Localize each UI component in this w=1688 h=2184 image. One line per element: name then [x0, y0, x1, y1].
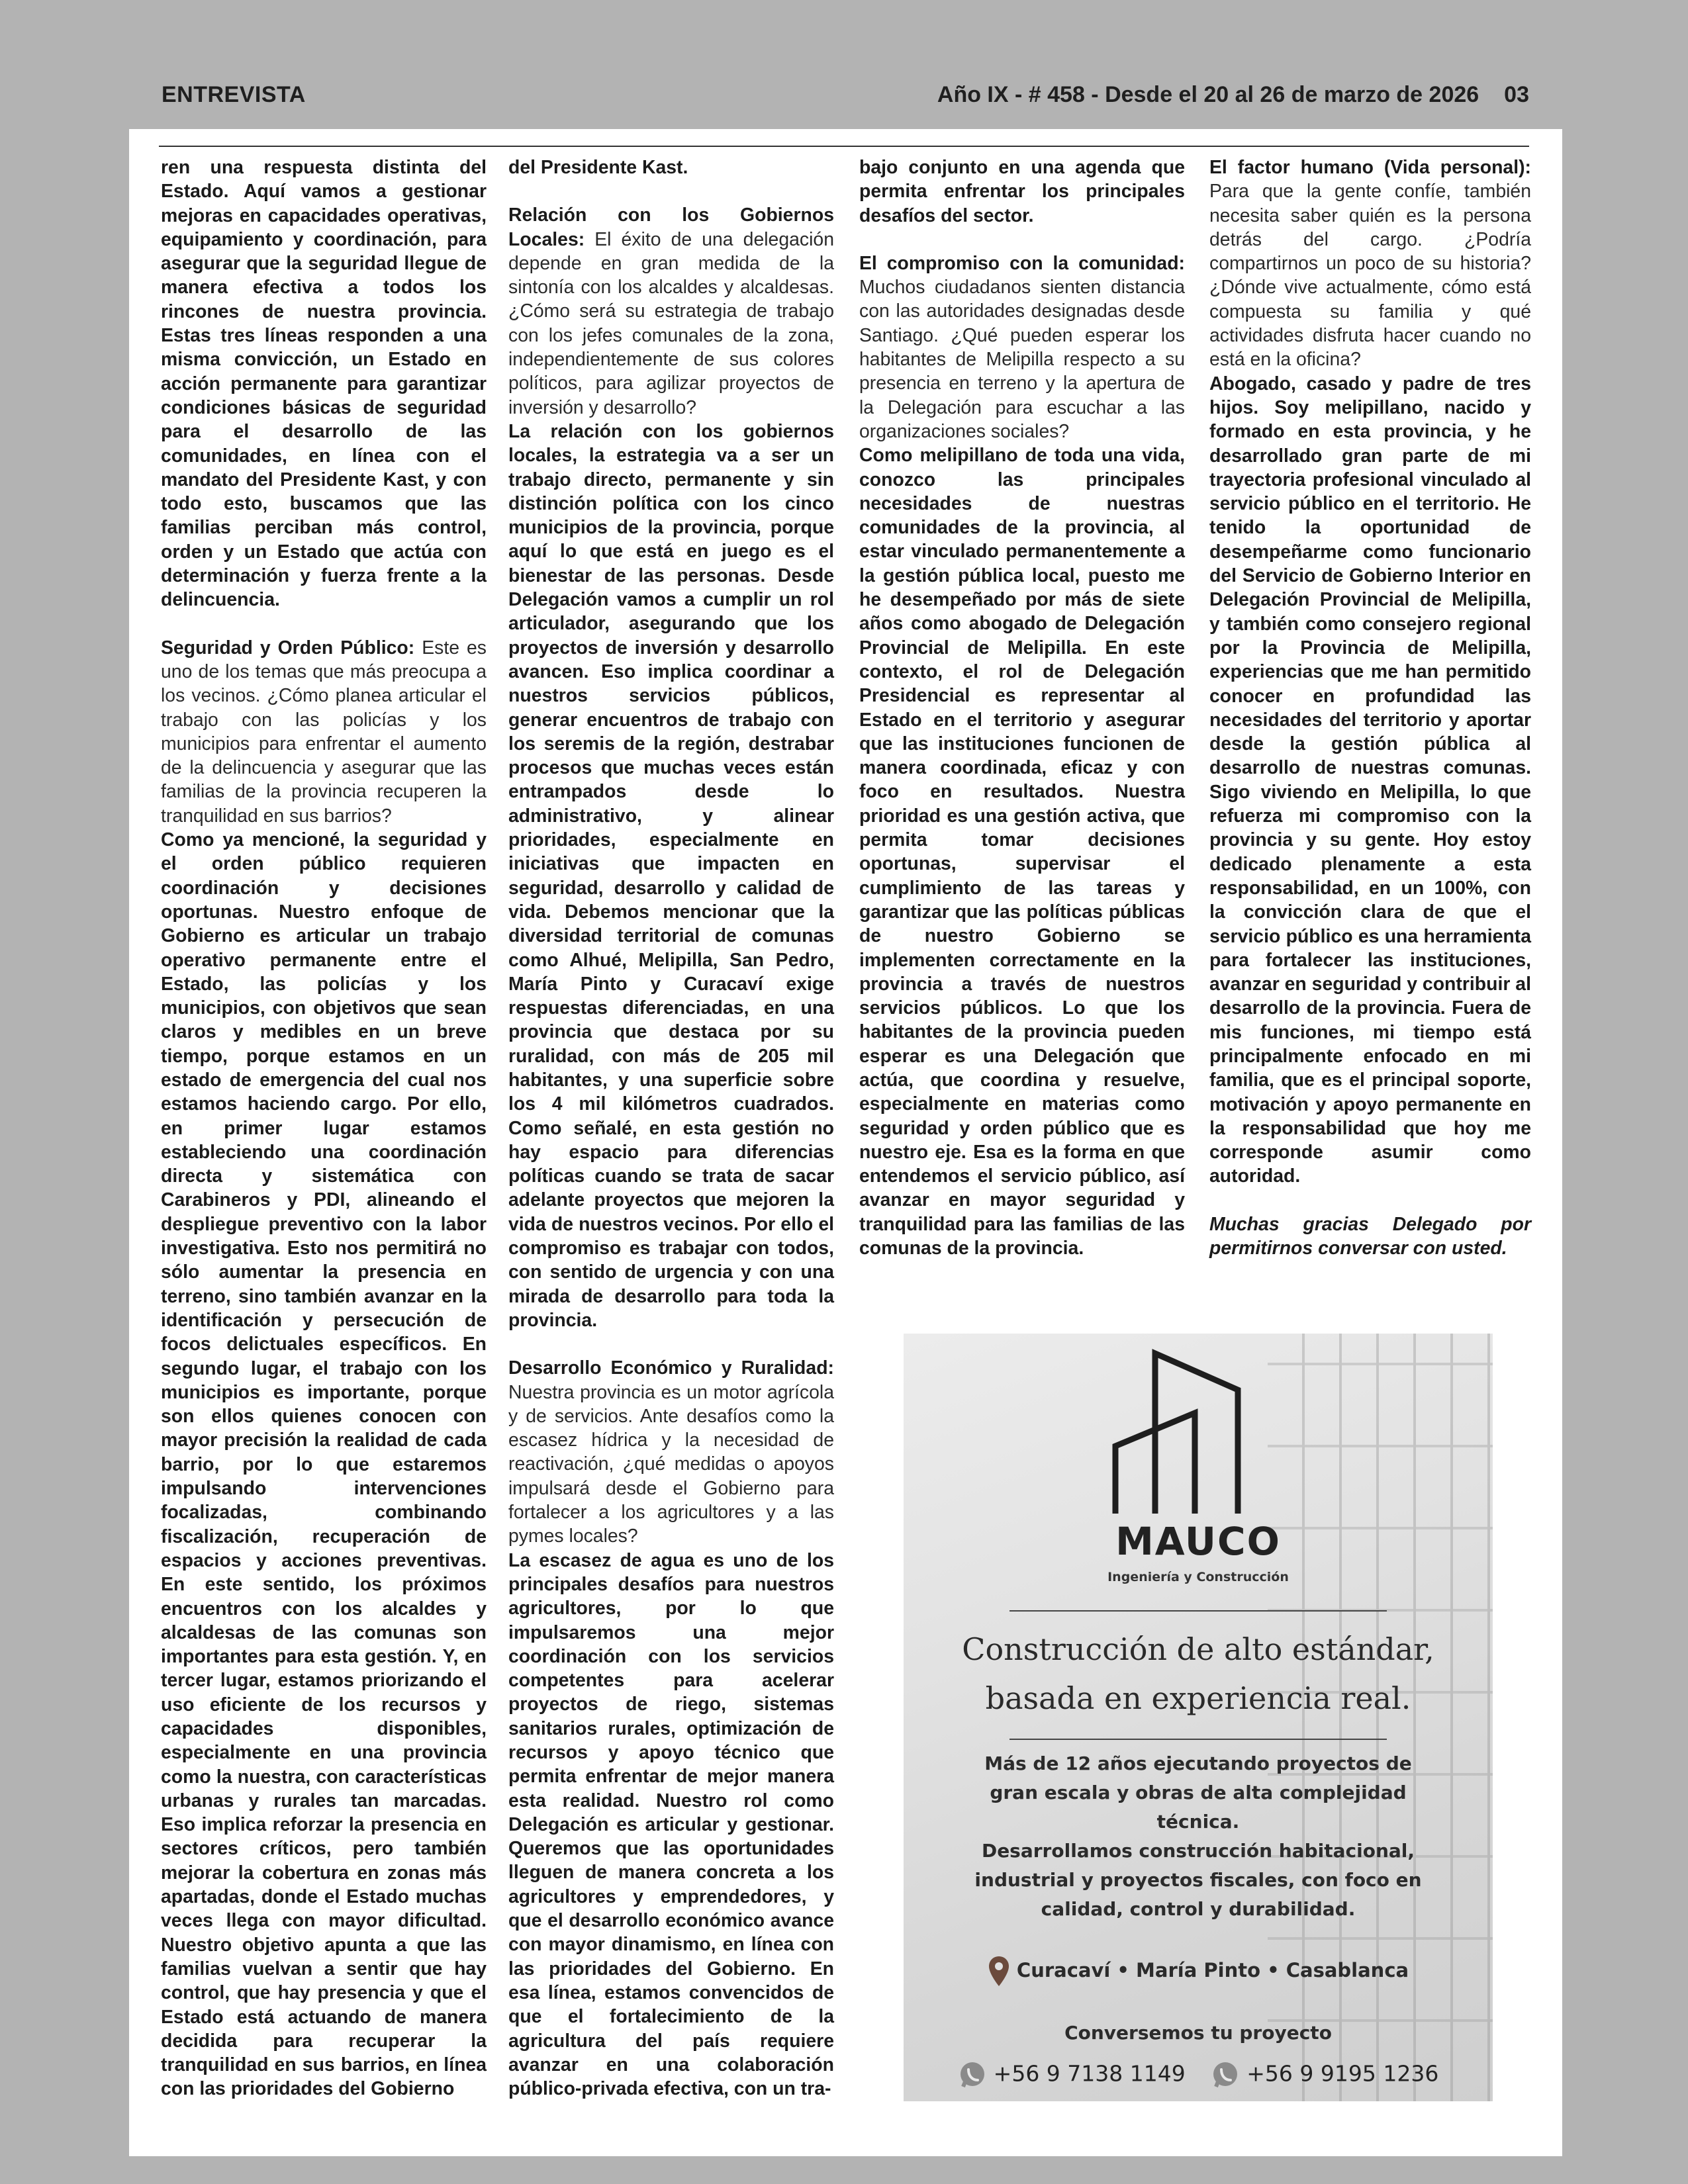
question-text: Para que la gente confíe, también necesita saber quién es la persona detrás del cargo. ¿Podría compartirnos un poco de su historia? ¿Dónde vive actualmente, cómo está compuesta su familia y qué actividades disfruta hacer cuando no está en la oficina? [1209, 181, 1531, 371]
phone-1[interactable] [958, 2060, 1186, 2089]
ad-phones [904, 2060, 1493, 2089]
question-heading: El factor humano (Vida personal): [1209, 157, 1531, 178]
article-column-4 [1209, 156, 1531, 1260]
ad-cta: Conversemos tu proyecto [1064, 2022, 1332, 2044]
ad-body [970, 1749, 1427, 1924]
question-heading: Desarrollo Económico y Ruralidad: [508, 1357, 834, 1379]
header-rule [159, 146, 1529, 147]
answer-paragraph: Como melipillano de toda una vida, conozco las principales necesidades de nuestras comunidades de la provincia, al estar vinculado permanentemente a la gestión pública local, puesto me he desempeñado por más de siete años como abogado de Delegación Provincial de Melipilla. En este contexto, el rol de Delegación Presidencial es representar al Estado en el territorio y asegurar que las instituciones funcionen de manera coordinada, eficaz y con foco en resultados. Nuestra prioridad es una gestión activa, que permita tomar decisiones oportunas, supervisar el cumplimiento de las tareas y garantizar que las políticas públicas de nuestro Gobierno se implementen correctamente en la provincia a través de nuestros servicios públicos. Lo que los habitantes de la provincia pueden esperar es una Delegación que actúa, que coordina y resuelve, especialmente en materias como seguridad y orden público que es nuestro eje. Esa es la forma en que entendemos el servicio público, así avanzar en mayor seguridad y tranquilidad para las familias de las comunas de la provincia. [859, 445, 1185, 1259]
answer-paragraph: ren una respuesta distinta del Estado. Aquí vamos a gestionar mejoras en capacidades operativas, equipamiento y coordinación, para asegurar que la seguridad llegue de manera efectiva a todos los rincones de nuestra provincia. Estas tres líneas responden a una misma convicción, un Estado en acción permanente para garantizar condiciones básicas de seguridad para el desarrollo de las comunidades, en línea con el mandato del Presidente Kast, y con todo esto, buscamos que las familias perciban más control, orden y un Estado que actúa con determinación y fuerza frente a la delincuencia. [161, 157, 487, 611]
building-logo-icon [1089, 1340, 1307, 1519]
ad-locations [904, 1956, 1493, 1987]
question-humano [1209, 156, 1531, 372]
answer-paragraph: La escasez de agua es uno de los principales desafíos para nuestros agricultores, por lo que impulsaremos una mejor coordinación con los servicios competentes para acelerar proyectos de riego, sistemas sanitarios rurales, optimización de recursos y apoyo técnico que permita enfrentar de mejor manera esta realidad. Nuestro rol como Delegación es articular y gestionar. Queremos que las oportunidades lleguen de manera concreta a los agricultores y emprendedores, y que el desarrollo económico avance con mayor dinamismo, en línea con las prioridades del Gobierno. En esa línea, estamos convencidos de que el fortalecimiento de la agricultura del país requiere avanzar en una colaboración público-privada efectiva, con un tra- [508, 1549, 834, 2100]
article-column-1 [161, 156, 487, 2101]
ad-tagline [904, 1625, 1493, 1723]
question-desarrollo [508, 1356, 834, 1548]
issue-line: Año IX - # 458 - Desde el 20 al 26 de marzo de 2026 [937, 82, 1479, 107]
answer-paragraph: Como ya mencioné, la seguridad y el orden público requieren coordinación y decisiones oportunas. Nuestro enfoque de Gobierno es articular un trabajo operativo permanente entre el Estado, las policías y los municipios, con objetivos que sean claros y medibles en un breve tiempo, porque estamos en un estado de emergencia del cual nos estamos haciendo cargo. Por ello, en primer lugar estamos estableciendo una coordinación directa y sistemática con Carabineros y PDI, alineando el despliegue preventivo con la labor investigativa. Esto nos permitirá no sólo aumentar la presencia en terreno, sino también avanzar en la identificación y persecución de focos delictuales específicos. En segundo lugar, el trabajo con los municipios es importante, porque son ellos quienes conocen con mayor precisión la realidad de cada barrio, por lo que estaremos impulsando intervenciones focalizadas, combinando fiscalización, recuperación de espacios y acciones preventivas. En este sentido, los próximos encuentros con los alcaldes y alcaldesas de las comunas son importantes para esta gestión. Y, en tercer lugar, estamos priorizando el uso eficiente de los recursos y capacidades disponibles, especialmente en una provincia como la nuestra, con características urbanas y rurales tan marcadas. Eso implica reforzar la presencia en sectores críticos, pero también mejorar la cobertura en zonas más apartadas, donde el Estado muchas veces llega con mayor dificultad. Nuestro objetivo apunta a que las familias vuelvan a sentir que hay control, que hay presencia y que el Estado está actuando de manera decidida para recuperar la tranquilidad en sus barrios, en línea con las prioridades del Gobierno [161, 829, 487, 2100]
mauco-advertisement [904, 1334, 1493, 2101]
page-sheet [129, 129, 1562, 2156]
question-heading: Seguridad y Orden Público: [161, 637, 415, 659]
page-number: 03 [1504, 82, 1529, 107]
answer-paragraph: del Presidente Kast. [508, 157, 688, 178]
ad-body-paragraph: Más de 12 años ejecutando proyectos de gran escala y obras de alta complejidad técnica. [984, 1752, 1412, 1833]
question-comunidad [859, 251, 1185, 443]
ad-body-paragraph: Desarrollamos construcción habitacional, industrial y proyectos fiscales, con foco en calidad, control y durabilidad. [974, 1840, 1422, 1920]
divider [1009, 1610, 1387, 1612]
divider [1009, 1739, 1387, 1740]
brand-name: MAUCO [1115, 1519, 1281, 1564]
tagline-line: Construcción de alto estándar, [962, 1631, 1434, 1667]
question-heading: El compromiso con la comunidad: [859, 252, 1185, 274]
phone-number: +56 9 7138 1149 [993, 2060, 1186, 2087]
phone-number: +56 9 9195 1236 [1246, 2060, 1439, 2087]
closing-thanks: Muchas gracias Delegado por permitirnos conversar con usted. [1209, 1213, 1531, 1259]
phone-2[interactable] [1211, 2060, 1438, 2089]
question-text: Nuestra provincia es un motor agrícola y de servicios. Ante desafíos como la escasez hídrica y la necesidad de reactivación, ¿qué medidas o apoyos impulsará desde el Gobierno para fortalecer a los agricultores y a las pymes locales? [508, 1381, 834, 1547]
issue-info [937, 82, 1529, 108]
tagline-line: basada en experiencia real. [985, 1680, 1411, 1716]
question-text: El éxito de una delegación depende en gran medida de la sintonía con los alcaldes y alcaldesas. ¿Cómo será su estrategia de trabajo con los jefes comunales de la zona, independientemente de sus colores políticos, para agilizar proyectos de inversión y desarrollo? [508, 228, 834, 418]
question-heading: Relación con los Gobiernos Locales: [508, 205, 834, 250]
question-gobiernos [508, 203, 834, 420]
locations-text: Curacaví • María Pinto • Casablanca [1016, 1959, 1409, 1981]
page-header [0, 0, 1688, 129]
question-text: Muchos ciudadanos sienten distancia con las autoridades designadas desde Santiago. ¿Qué pueden esperar los habitantes de Melipilla respecto a su presencia en terreno y la apertura de la Delegación para escuchar a las organizaciones sociales? [859, 277, 1185, 442]
section-label: ENTREVISTA [162, 82, 306, 107]
question-seguridad [161, 636, 487, 828]
whatsapp-icon [958, 2060, 987, 2089]
answer-paragraph: bajo conjunto en una agenda que permita enfrentar los principales desafíos del sector. [859, 157, 1185, 226]
answer-paragraph: La relación con los gobiernos locales, la estrategia va a ser un trabajo directo, permanente y sin distinción política con los cinco municipios de la provincia, porque aquí lo que está en juego es el bienestar de las personas. Desde Delegación vamos a cumplir un rol articulador, asegurando que los proyectos de inversión y desarrollo avancen. Eso implica coordinar a nuestros servicios públicos, generar encuentros de trabajo con los seremis de la región, destrabar procesos que muchas veces están entrampados desde lo administrativo, y alinear prioridades, especialmente en iniciativas que impacten en seguridad, desarrollo y calidad de vida. Debemos mencionar que la diversidad territorial de comunas como Alhué, Melipilla, San Pedro, María Pinto y Curacaví exige respuestas diferenciadas, en una provincia que destaca por su ruralidad, con más de 205 mil habitantes, y una superficie sobre los 4 mil kilómetros cuadrados. Como señalé, en esta gestión no hay espacio para diferencias políticas cuando se trata de sacar adelante proyectos que mejoren la vida de nuestros vecinos. Por ello el compromiso es trabajar con todos, con sentido de urgencia y con una mirada de desarrollo para toda la provincia. [508, 420, 834, 1331]
question-text: Este es uno de los temas que más preocupa a los vecinos. ¿Cómo planea articular el trabajo con las policías y los municipios para enfrentar el aumento de la delincuencia y asegurar que las familias de la provincia recuperen la tranquilidad en sus barrios? [161, 637, 487, 827]
location-pin-icon [988, 1956, 1010, 1987]
whatsapp-icon [1211, 2060, 1240, 2089]
answer-paragraph: Abogado, casado y padre de tres hijos. Soy melipillano, nacido y formado en esta provincia, y he desarrollado gran parte de mi trayectoria profesional vinculado al servicio público en el territorio. He tenido la oportunidad de desempeñarme como funcionario del Servicio de Gobierno Interior en Delegación Provincial de Melipilla, y también como consejero regional por la Provincia de Melipilla, experiencias que me han permitido conocer en profundidad las necesidades del territorio y aportar desde la gestión pública al desarrollo de nuestras comunas. Sigo viviendo en Melipilla, lo que refuerza mi compromiso con la provincia y su gente. Hoy estoy dedicado plenamente a esta responsabilidad, en un 100%, con la convicción clara de que el servicio público es una herramienta para fortalecer las instituciones, avanzar en seguridad y contribuir al desarrollo de la provincia. Fuera de mis funciones, mi tiempo está principalmente enfocado en mi familia, que es el principal soporte, motivación y apoyo permanente en la responsabilidad que hoy me corresponde asumir como autoridad. [1209, 373, 1531, 1187]
article-column-3 [859, 156, 1185, 1260]
brand-subtitle: Ingeniería y Construcción [1107, 1570, 1289, 1584]
article-column-2 [508, 156, 834, 2101]
